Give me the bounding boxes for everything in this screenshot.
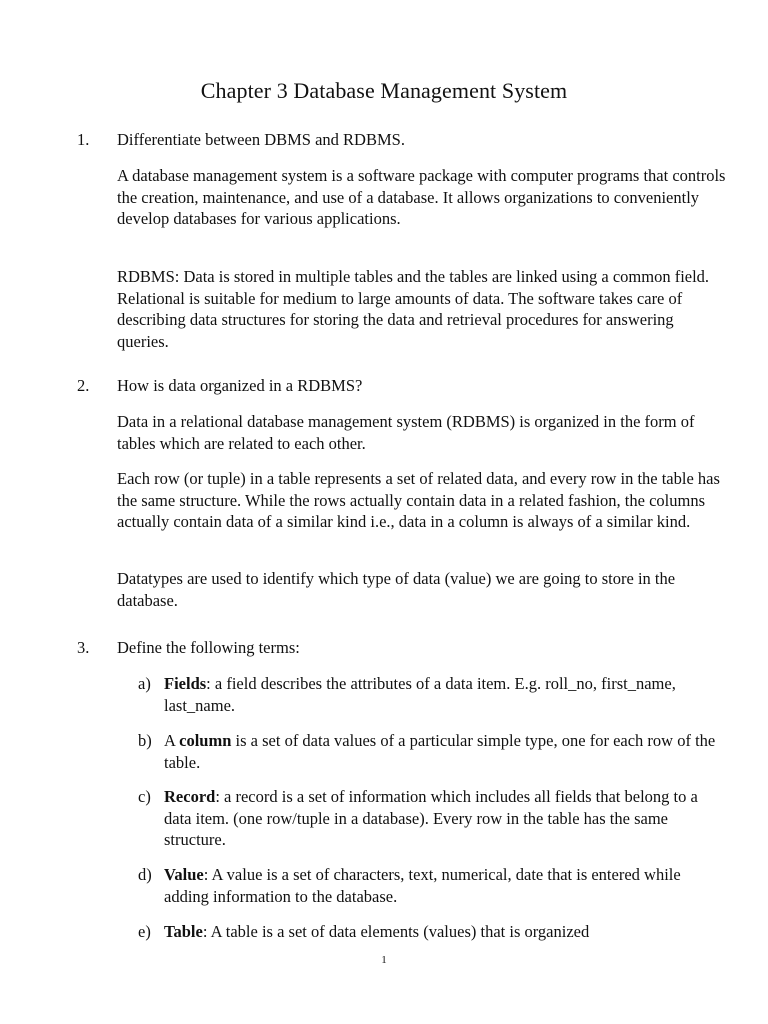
item-label: a) — [138, 674, 151, 693]
item-text: Fields: a field describes the attributes of a data item. E.g. roll_no, first_name, last_name. — [164, 674, 676, 715]
item-text: Table: A table is a set of data elements (values) that is organized — [164, 922, 590, 941]
chapter-title: Chapter 3 Database Management System — [200, 78, 568, 103]
item-label: e) — [138, 922, 151, 941]
item-text: Record: a record is a set of information which includes all fields that belong to a data item. (one row/tuple in a database). Every row in the table has the same structure. — [164, 787, 698, 849]
term: Fields — [164, 674, 207, 693]
term: Value — [164, 865, 204, 884]
definition-item-column — [138, 730, 728, 773]
question-3-text: Define the following terms: — [117, 638, 300, 657]
term: Table — [164, 922, 203, 941]
definition-item-fields — [138, 673, 728, 716]
term: Record — [164, 787, 216, 806]
question-2-paragraph-2: Each row (or tuple) in a table represents a set of related data, and every row in the table has the same structure. While the rows actually contain data in a related fashion, the columns actually contain data of a similar kind i.e., data in a column is always of a similar kind. — [117, 469, 720, 531]
question-3-number: 3. — [77, 638, 90, 657]
question-2-number: 2. — [77, 376, 90, 395]
definition-item-value — [138, 864, 728, 907]
question-1-number: 1. — [77, 130, 90, 149]
question-1-paragraph-1: A database management system is a software package with computer programs that controls the creation, maintenance, and use of a database. It allows organizations to conveniently develop databases for various applications. — [117, 166, 726, 228]
item-text: Value: A value is a set of characters, text, numerical, date that is entered while adding information to the database. — [164, 865, 681, 906]
question-2-paragraph-1: Data in a relational database management system (RDBMS) is organized in the form of tables which are related to each other. — [117, 412, 695, 453]
question-2-paragraph-3: Datatypes are used to identify which type of data (value) we are going to store in the database. — [117, 569, 676, 610]
question-1-text: Differentiate between DBMS and RDBMS. — [117, 130, 405, 149]
item-label: b) — [138, 731, 152, 750]
page-number: 1 — [381, 954, 387, 966]
question-2-text: How is data organized in a RDBMS? — [117, 376, 363, 395]
definition-item-record — [138, 786, 728, 851]
question-1-paragraph-2: RDBMS: Data is stored in multiple tables and the tables are linked using a common field. Relational is suitable for medium to large amounts of data. The software takes care of describing data structures for storing the data and retrieval procedures for answering queries. — [117, 267, 710, 351]
item-label: d) — [138, 865, 152, 884]
definition-item-table — [138, 921, 728, 943]
item-label: c) — [138, 787, 151, 806]
term: column — [179, 731, 232, 750]
item-text: A column is a set of data values of a particular simple type, one for each row of the table. — [164, 731, 716, 772]
